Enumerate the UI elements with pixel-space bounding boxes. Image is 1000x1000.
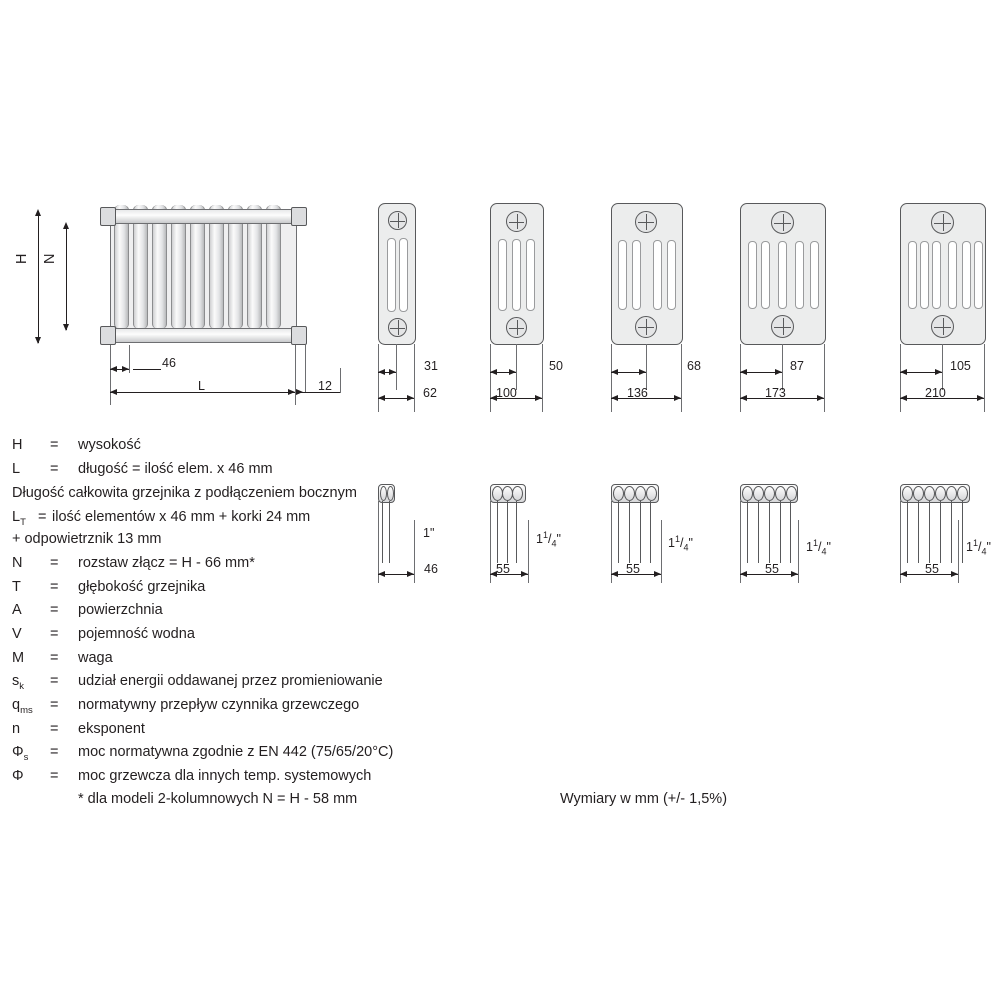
legend-row-M-desc: waga — [78, 650, 113, 666]
footer-note: Wymiary w mm (+/- 1,5%) — [560, 791, 728, 807]
legend-row-N-eq: = — [50, 555, 59, 571]
legend-row-LT-desc: ilość elementów x 46 mm + korki 24 mm — [52, 509, 311, 525]
legend-row-sk-symbol: $s_k$ — [12, 673, 24, 692]
legend-note-vent: + odpowietrznik 13 mm — [12, 531, 162, 547]
legend-row-L-eq: = — [50, 461, 59, 477]
legend-note-total-length: Długość całkowita grzejnika z podłączeniem bocznym — [12, 485, 357, 501]
dim-plan-6col: 55 — [925, 562, 939, 576]
legend-row-M-eq: = — [50, 650, 59, 666]
thread-6col: $1^1/_4$" — [966, 538, 991, 557]
radiator-side-illustration — [100, 205, 305, 345]
legend-row-phi-symbol: Φ — [12, 768, 24, 784]
dim-46: 46 — [162, 356, 176, 370]
legend-row-A-symbol: A — [12, 602, 22, 618]
legend-row-LT-symbol: $L_T$ — [12, 509, 26, 528]
legend-row-V-symbol: V — [12, 626, 22, 642]
legend-row-phis-eq: = — [50, 744, 59, 760]
dim-inner-4col: 68 — [687, 359, 701, 373]
dim-inner-3col: 50 — [549, 359, 563, 373]
dim-plan-2col: 46 — [424, 562, 438, 576]
dim-12: 12 — [318, 379, 332, 393]
legend-row-qms-eq: = — [50, 697, 59, 713]
legend-row-A-desc: powierzchnia — [78, 602, 163, 618]
legend-row-LT-eq: = — [38, 509, 47, 525]
thread-2col: 1" — [423, 526, 435, 540]
legend-row-T-symbol: T — [12, 579, 21, 595]
dim-plan-4col: 55 — [626, 562, 640, 576]
legend-row-phi-eq: = — [50, 768, 59, 784]
legend-row-N-symbol: N — [12, 555, 23, 571]
thread-5col: $1^1/_4$" — [806, 538, 831, 557]
legend-row-H-desc: wysokość — [78, 437, 141, 453]
thread-3col: $1^1/_4$" — [536, 530, 561, 549]
legend-row-n-eq: = — [50, 721, 59, 737]
dim-outer-6col: 210 — [925, 386, 946, 400]
dim-L: L — [198, 379, 205, 393]
legend-row-N-desc: rozstaw złącz = H - 66 mm* — [78, 555, 255, 571]
legend-row-T-eq: = — [50, 579, 59, 595]
dim-outer-4col: 136 — [627, 386, 648, 400]
dim-inner-5col: 87 — [790, 359, 804, 373]
legend-asterisk-note: * dla modeli 2-kolumnowych N = H - 58 mm — [78, 791, 358, 807]
dim-label-H: H — [14, 253, 30, 264]
dim-inner-2col: 31 — [424, 359, 438, 373]
legend-row-qms-desc: normatywny przepływ czynnika grzewczego — [78, 697, 360, 713]
legend-row-phi-desc: moc grzewcza dla innych temp. systemowych — [78, 768, 372, 784]
legend-row-M-symbol: M — [12, 650, 25, 666]
dim-label-N: N — [42, 253, 58, 264]
legend-row-V-desc: pojemność wodna — [78, 626, 195, 642]
dim-outer-5col: 173 — [765, 386, 786, 400]
legend-row-phis-desc: moc normatywna zgodnie z EN 442 (75/65/20°C) — [78, 744, 394, 760]
legend-row-V-eq: = — [50, 626, 59, 642]
legend-row-n-desc: eksponent — [78, 721, 145, 737]
dim-outer-2col: 62 — [423, 386, 437, 400]
legend-row-qms-symbol: $q_{ms}$ — [12, 697, 33, 716]
dim-plan-5col: 55 — [765, 562, 779, 576]
legend-row-sk-desc: udział energii oddawanej przez promieniowanie — [78, 673, 383, 689]
legend-row-T-desc: głębokość grzejnika — [78, 579, 206, 595]
legend-row-H-symbol: H — [12, 437, 23, 453]
legend-row-n-symbol: n — [12, 721, 21, 737]
legend-row-sk-eq: = — [50, 673, 59, 689]
legend-row-A-eq: = — [50, 602, 59, 618]
legend-row-L-symbol: L — [12, 461, 21, 477]
thread-4col: $1^1/_4$" — [668, 534, 693, 553]
dim-inner-6col: 105 — [950, 359, 971, 373]
legend-row-phis-symbol: $\Phi_s$ — [12, 744, 29, 763]
legend-row-H-eq: = — [50, 437, 59, 453]
legend-row-L-desc: długość = ilość elem. x 46 mm — [78, 461, 273, 477]
dim-plan-3col: 55 — [496, 562, 510, 576]
dim-outer-3col: 100 — [496, 386, 517, 400]
